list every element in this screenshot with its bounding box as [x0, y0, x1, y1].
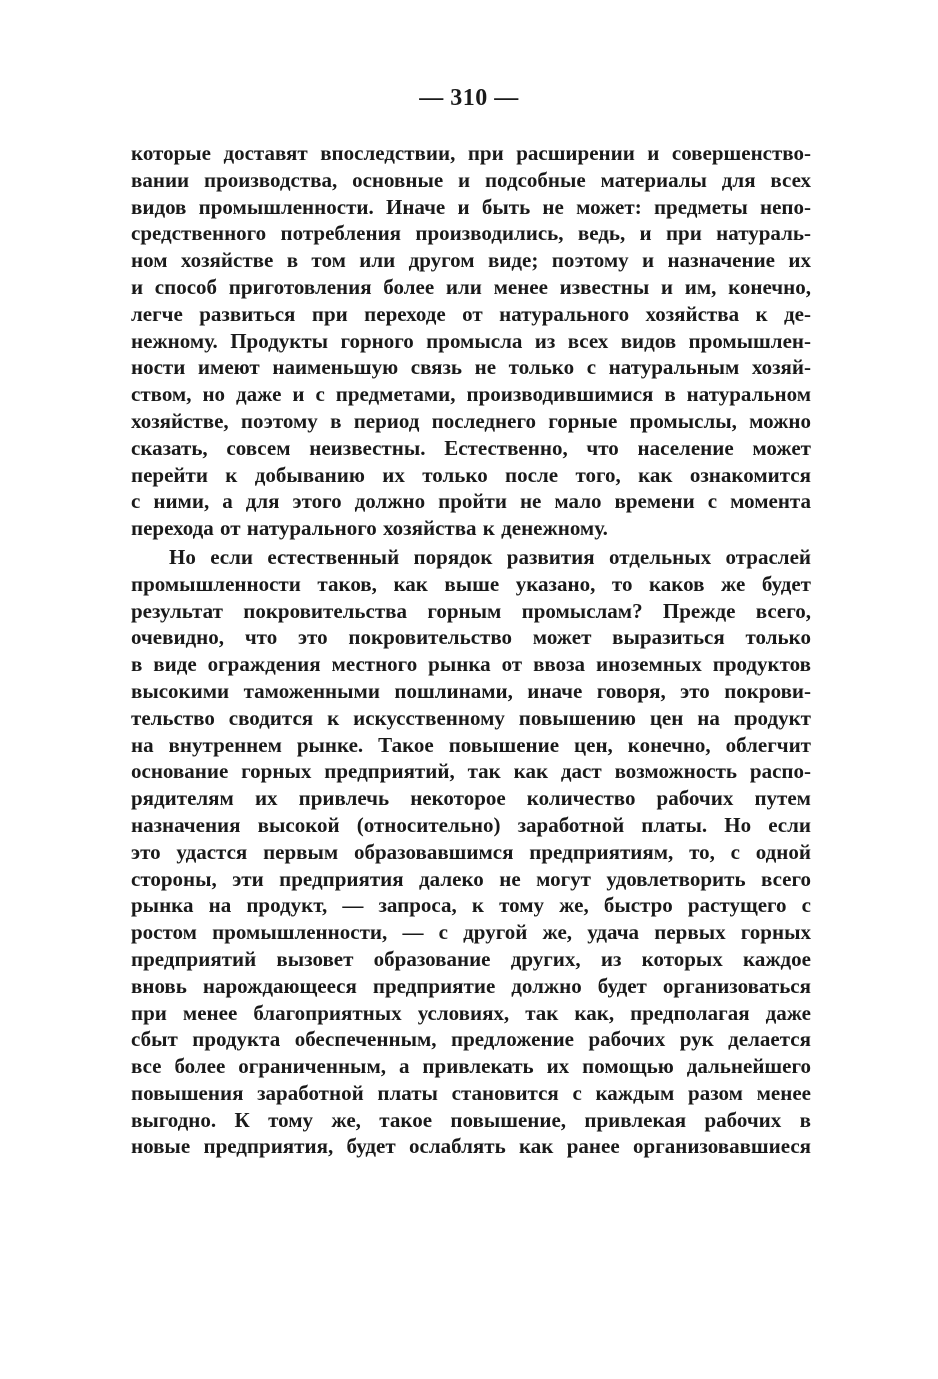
text-line: предприятий вызовет образование других, из которых каждое [131, 946, 811, 971]
text-line: повышения заработной платы становится с каждым разом менее [131, 1080, 811, 1105]
text-line: ством, но даже и с предметами, производившимися в натуральном [131, 382, 811, 407]
text-line: легче развиться при переходе от натурального хозяйства к де- [131, 301, 811, 326]
text-line: промышленности таков, как выше указано, то каков же будет [131, 571, 811, 596]
text-line: перейти к добыванию их только после того, как ознакомится [131, 462, 811, 487]
text-line: на внутреннем рынке. Такое повышение цен, конечно, облегчит [131, 732, 811, 757]
text-line: стороны, эти предприятия далеко не могут удовлетворить всего [131, 866, 811, 891]
text-line: в виде ограждения местного рынка от ввоза иноземных продуктов [131, 652, 811, 677]
text-line: рынка на продукт, — запроса, к тому же, быстро растущего с [131, 893, 811, 918]
text-line: при менее благоприятных условиях, так как, предполагая даже [131, 1000, 811, 1025]
text-line: средственного потребления производились, ведь, и при натураль- [131, 221, 811, 246]
text-line: вании производства, основные и подсобные материалы для всех [131, 167, 811, 192]
paragraph [131, 140, 811, 542]
text-line: очевидно, что это покровительство может выразиться только [131, 625, 811, 650]
text-line: и способ приготовления более или менее известны и им, конечно, [131, 274, 811, 299]
text-line: все более ограниченным, а привлекать их помощью дальнейшего [131, 1054, 811, 1079]
text-line: новые предприятия, будет ослаблять как ранее организовавшиеся [131, 1134, 811, 1159]
text-line: видов промышленности. Иначе и быть не может: предметы непо- [131, 194, 811, 219]
page-number: — 310 — [419, 85, 519, 111]
text-line: с ними, а для этого должно пройти не мало времени с момента [131, 489, 811, 514]
text-line: сбыт продукта обеспеченным, предложение рабочих рук делается [131, 1027, 811, 1052]
text-line: результат покровительства горным промыслам? Прежде всего, [131, 598, 811, 623]
text-line: сказать, совсем неизвестны. Естественно, что население может [131, 435, 811, 460]
paragraph [131, 544, 811, 1160]
text-line: высокими таможенными пошлинами, иначе говоря, это покрови- [131, 678, 811, 703]
text-line: которые доставят впоследствии, при расширении и совершенство- [131, 141, 811, 165]
text-line: хозяйстве, поэтому в период последнего горные промыслы, можно [131, 408, 811, 433]
text-line: нежному. Продукты горного промысла из всех видов промышлен- [131, 328, 811, 353]
text-line: рядителям их привлечь некоторое количество рабочих путем [131, 786, 811, 811]
text-line: Но если естественный порядок развития отдельных отраслей [169, 544, 811, 569]
text-line: вновь нарождающееся предприятие должно будет организоваться [131, 973, 811, 998]
text-line: это удастся первым образовавшимся предприятиям, то, с одной [131, 839, 811, 864]
text-line: перехода от натурального хозяйства к денежному. [131, 516, 608, 541]
text-line: ном хозяйстве в том или другом виде; поэтому и назначение их [131, 248, 811, 273]
text-line: ростом промышленности, — с другой же, удача первых горных [131, 920, 811, 945]
text-line: ности имеют наименьшую связь не только с натуральным хозяй- [131, 355, 811, 380]
text-line: назначения высокой (относительно) заработной платы. Но если [131, 812, 811, 837]
text-line: выгодно. К тому же, такое повышение, привлекая рабочих в [131, 1107, 811, 1132]
text-line: тельство сводится к искусственному повышению цен на продукт [131, 705, 811, 730]
body-text [131, 140, 811, 1160]
text-line: основание горных предприятий, так как даст возможность распо- [131, 759, 811, 784]
